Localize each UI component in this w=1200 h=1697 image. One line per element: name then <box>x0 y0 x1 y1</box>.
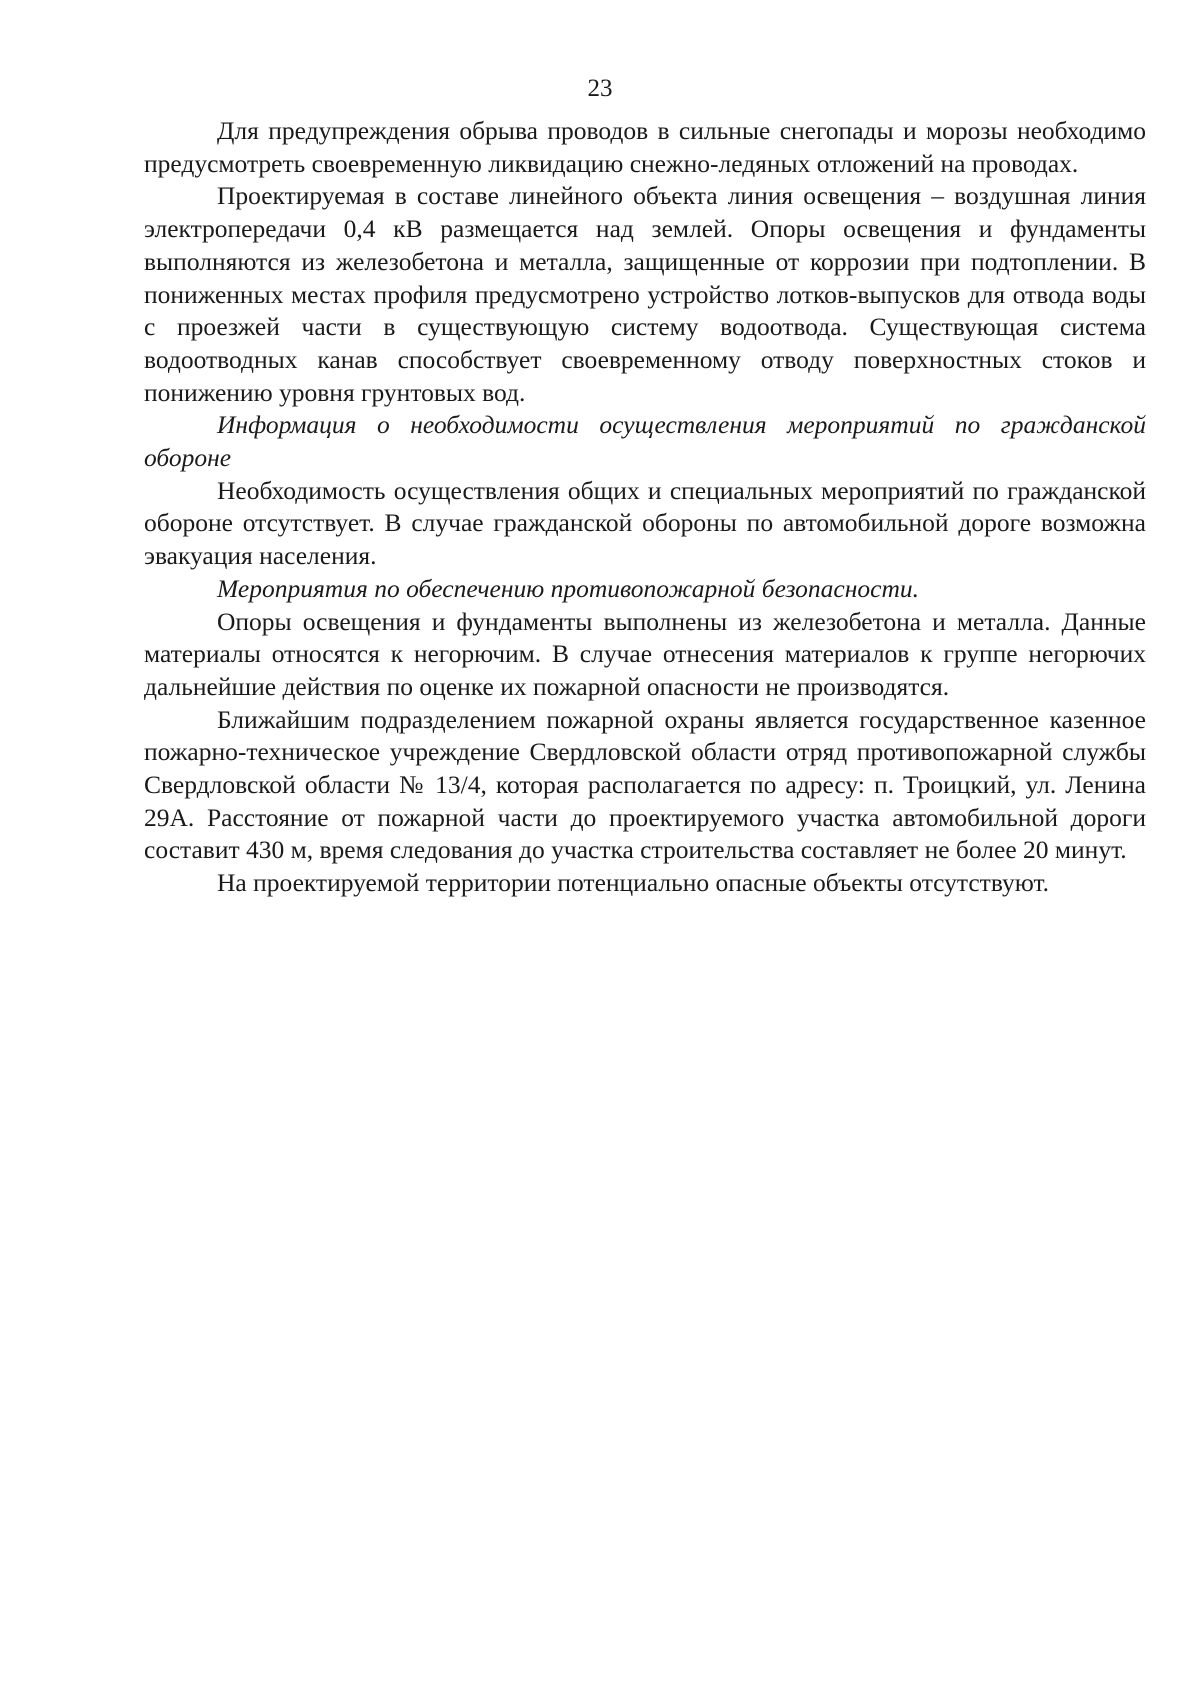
paragraph-hazardous-objects: На проектируемой территории потенциально опасные объекты отсутствуют. <box>217 868 1050 898</box>
document-body <box>144 115 1146 900</box>
paragraph-wire-protection: Для предупреждения обрыва проводов в сильные снегопады и морозы необходимо предусмотреть своевременную ликвидацию снежно-ледяных отложений на проводах. <box>144 116 1146 178</box>
paragraph-fire-materials: Опоры освещения и фундаменты выполнены из железобетона и металла. Данные материалы относятся к негорючим. В случае отнесения материалов к группе негорючих дальнейшие действия по оценке их пожарной опасности не производятся. <box>144 606 1146 701</box>
heading-civil-defense: Информация о необходимости осуществления мероприятий по гражданской обороне <box>144 410 1146 473</box>
paragraph-lighting-line: Проектируемая в составе линейного объекта линия освещения – воздушная линия электропередачи 0,4 кВ размещается над землей. Опоры освещения и фундаменты выполняются из железобетона и металла, защищенные от коррозии при подтоплении. В пониженных местах профиля предусмотрено устройство лотков-выпусков для отвода воды с проезжей части в существующую систему водоотвода. Существующая система водоотводных канав способствует своевременному отводу поверхностных стоков и понижению уровня грунтовых вод. <box>144 181 1146 407</box>
heading-fire-safety: Мероприятия по обеспечению противопожарной безопасности. <box>217 573 919 603</box>
paragraph-fire-station: Ближайшим подразделением пожарной охраны является государственное казенное пожарно-техническое учреждение Свердловской области отряд противопожарной службы Свердловской области № 13/4, которая располагается по адресу: п. Троицкий, ул. Ленина 29А. Расстояние от пожарной части до проектируемого участка автомобильной дороги составит 430 м, время следования до участка строительства составляет не более 20 минут. <box>144 704 1146 865</box>
paragraph-civil-defense: Необходимость осуществления общих и специальных мероприятий по гражданской обороне отсутствует. В случае гражданской обороны по автомобильной дороге возможна эвакуация населения. <box>144 475 1146 571</box>
page-number: 23 <box>587 75 613 102</box>
